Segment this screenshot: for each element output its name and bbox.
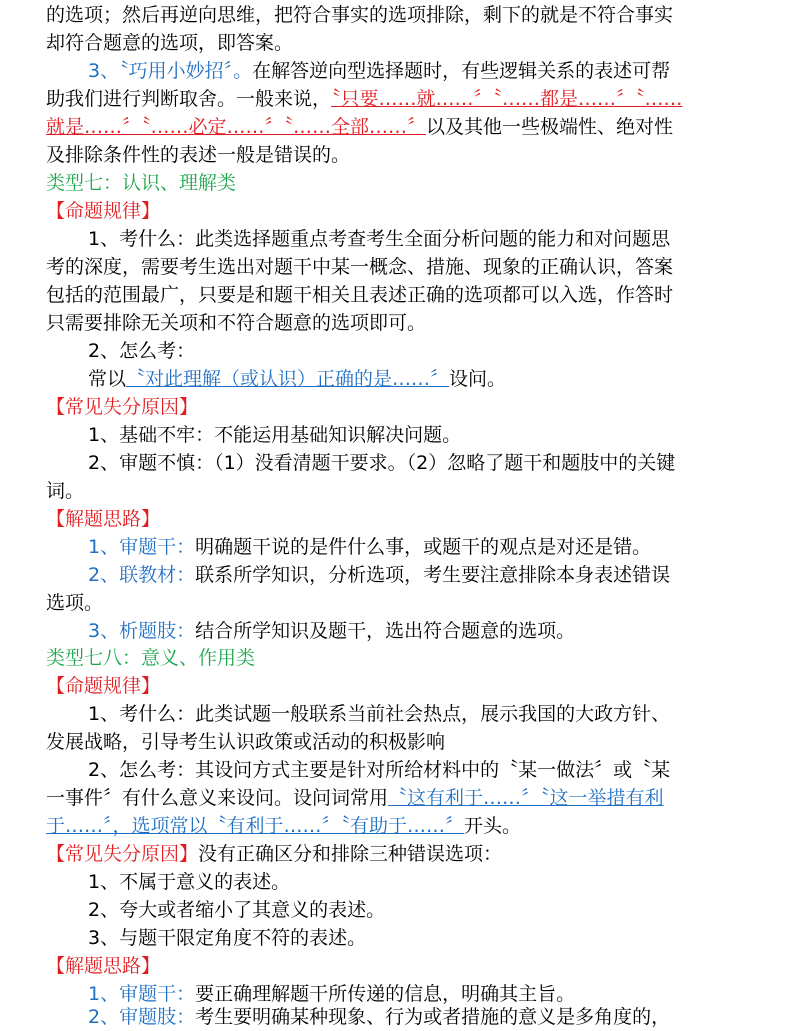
text-line: 却符合题意的选项，即答案。	[46, 32, 294, 54]
section-heading: 【解题思路】	[46, 508, 161, 530]
question-phrase: 于……〞，选项常以〝有利于……〞〝有助于……〞	[46, 815, 465, 837]
text-line: 只需要排除无关项和不符合题意的选项即可。	[46, 312, 427, 334]
text-line: 及排除条件性的表述一般是错误的。	[46, 144, 351, 166]
section-title: 类型七八：意义、作用类	[46, 647, 256, 669]
section-heading: 【命题规律】	[46, 200, 161, 222]
step-line: 2、联教材：联系所学知识，分析选项，考生要注意排除本身表述错误	[88, 564, 671, 586]
text-line: 2、夸大或者缩小了其意义的表述。	[88, 899, 386, 921]
section-heading: 【常见失分原因】	[46, 396, 199, 418]
question-phrase: 〝对此理解（或认识）正确的是……〞	[126, 368, 450, 390]
text-line: 包括的范围最广，只要是和题干相关且表述正确的选项都可以入选，作答时	[46, 284, 674, 306]
keyword-phrase: 〝只要……就……〞〝……都是……〞〝……	[331, 88, 683, 110]
step-line: 1、审题干：要正确理解题干所传递的信息，明确其主旨。	[88, 983, 576, 1005]
step-label: 3、析题肢：	[88, 620, 196, 642]
tip-line: 3、〝巧用小妙招〞。在解答逆向型选择题时，有些逻辑关系的表述可帮	[88, 60, 671, 82]
text-line: 1、不属于意义的表述。	[88, 871, 291, 893]
text-line: 常以〝对此理解（或认识）正确的是……〞设问。	[88, 368, 507, 390]
text-line: 3、与题干限定角度不符的表述。	[88, 927, 367, 949]
tip-heading: 3、〝巧用小妙招〞。	[88, 60, 253, 82]
text-line: 1、考什么：此类试题一般联系当前社会热点，展示我国的大政方针、	[88, 703, 671, 725]
step-label: 2、审题肢：	[88, 1006, 196, 1028]
text-line: 1、考什么：此类选择题重点考查考生全面分析问题的能力和对问题思	[88, 228, 671, 250]
section-heading: 【常见失分原因】	[46, 843, 199, 865]
text-line: 一事件〞有什么意义来设问。设问词常用〝这有利于……〞〝这一举措有利	[46, 787, 664, 809]
step-line: 3、析题肢：结合所学知识及题干，选出符合题意的选项。	[88, 620, 576, 642]
step-label: 1、审题干：	[88, 983, 196, 1005]
text-line: 2、审题不慎：（1）没看清题干要求。（2）忽略了题干和题肢中的关键	[88, 452, 676, 474]
text-line: 选项。	[46, 592, 104, 614]
question-phrase: 〝这有利于……〞〝这一举措有利	[388, 787, 664, 809]
text-line: 考的深度，需要考生选出对题干中某一概念、措施、现象的正确认识，答案	[46, 256, 674, 278]
keyword-phrase: 就是……〞〝……必定……〞〝……全部……〞	[46, 116, 427, 138]
section-title: 类型七：认识、理解类	[46, 172, 237, 194]
text-line: 的选项；然后再逆向思维，把符合事实的选项排除，剩下的就是不符合事实	[46, 4, 674, 26]
text-line: 发展战略，引导考生认识政策或活动的积极影响	[46, 731, 446, 753]
text-line: 助我们进行判断取舍。一般来说，〝只要……就……〞〝……都是……〞〝……	[46, 88, 683, 110]
text-line: 于……〞，选项常以〝有利于……〞〝有助于……〞开头。	[46, 815, 522, 837]
step-line: 1、审题干：明确题干说的是件什么事，或题干的观点是对还是错。	[88, 536, 652, 558]
text-line: 就是……〞〝……必定……〞〝……全部……〞以及其他一些极端性、绝对性	[46, 116, 674, 138]
text-line: 1、基础不牢：不能运用基础知识解决问题。	[88, 424, 462, 446]
text-line: 2、怎么考：	[88, 340, 196, 362]
section-heading: 【解题思路】	[46, 955, 161, 977]
text-line: 2、怎么考：其设问方式主要是针对所给材料中的〝某一做法〞或〝某	[88, 759, 671, 781]
step-label: 2、联教材：	[88, 564, 196, 586]
step-label: 1、审题干：	[88, 536, 196, 558]
text-line: 词。	[46, 480, 85, 502]
step-line: 2、审题肢：考生要明确某种现象、行为或者措施的意义是多角度的，	[88, 1006, 671, 1028]
text-line: 【常见失分原因】没有正确区分和排除三种错误选项：	[46, 843, 503, 865]
section-heading: 【命题规律】	[46, 675, 161, 697]
